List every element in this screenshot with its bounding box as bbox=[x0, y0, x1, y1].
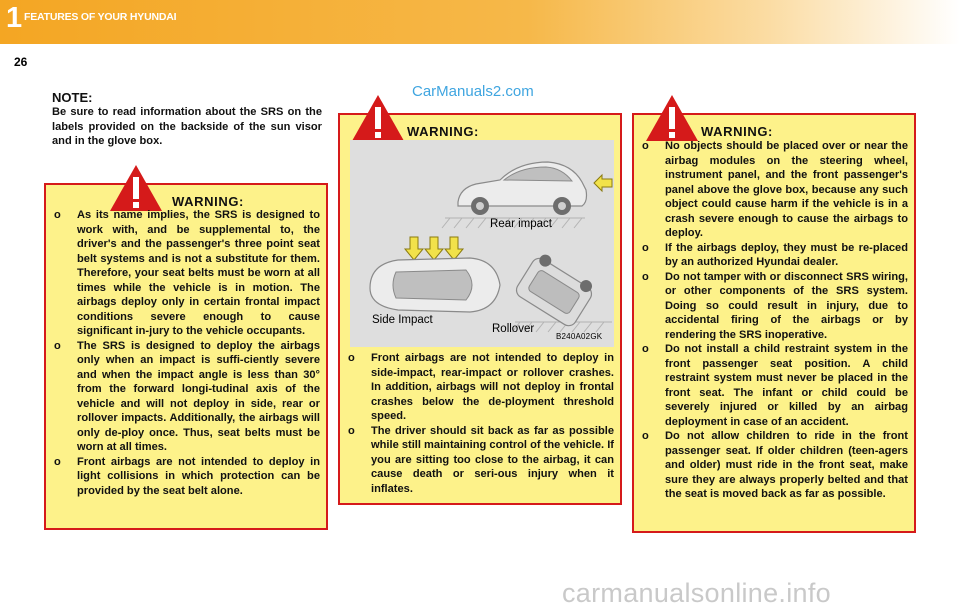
note-block bbox=[52, 90, 322, 149]
bullet: o bbox=[642, 343, 649, 355]
list-item bbox=[54, 339, 320, 455]
car-top-view-icon bbox=[370, 258, 500, 312]
bullet: o bbox=[642, 270, 649, 283]
chapter-title: FEATURES OF YOUR HYUNDAI bbox=[24, 11, 177, 23]
warning-list bbox=[54, 208, 320, 498]
list-item-text: Front airbags are not intended to deploy in light collisions in which protection can be provided by the seat belt alone. bbox=[77, 455, 320, 497]
bullet: o bbox=[348, 352, 355, 364]
list-item bbox=[642, 241, 908, 270]
list-item bbox=[54, 455, 320, 499]
warning-panel-right bbox=[632, 113, 916, 533]
warning-panel-middle bbox=[338, 113, 622, 505]
bullet: o bbox=[642, 241, 649, 254]
list-item bbox=[642, 429, 908, 502]
list-item bbox=[642, 342, 908, 429]
list-item-text: No objects should be placed over or near the airbag modules on the steering wheel, instrument panel, and the front passenger's panel above the glove box, because any such object could cause harm if the vehicle is in a crash severe enough to cause the airbags to deploy. bbox=[665, 140, 908, 239]
warning-list bbox=[642, 139, 908, 502]
warning-list bbox=[348, 351, 614, 496]
bullet: o bbox=[642, 430, 649, 442]
bullet: o bbox=[54, 339, 61, 352]
arrow-left-icon bbox=[594, 175, 612, 191]
caption-rollover: Rollover bbox=[492, 323, 535, 335]
list-item-text: Do not install a child restraint system in the front passenger seat position. A child restraint system must never be placed in the front seat. The infant or child could be severely injured or killed by an airbag deployment in case of an accident. bbox=[665, 343, 908, 428]
list-item bbox=[54, 208, 320, 339]
warning-title: WARNING: bbox=[701, 124, 773, 139]
note-title: NOTE: bbox=[52, 90, 93, 105]
bullet: o bbox=[54, 455, 61, 468]
list-item-text: Front airbags are not intended to deploy in side-impact, rear-impact or rollover crashes. In addition, airbags will not deploy in frontal crashes below the de-ployment threshold speed. bbox=[371, 352, 614, 422]
page-number: 26 bbox=[14, 55, 28, 69]
figure-code: B240A02GK bbox=[556, 332, 603, 341]
watermark-bottom: carmanualsonline.info bbox=[562, 578, 831, 608]
car-rollover-icon bbox=[514, 250, 598, 328]
warning-triangle-icon bbox=[350, 93, 406, 143]
list-item bbox=[348, 424, 614, 497]
warning-triangle-icon bbox=[644, 93, 700, 143]
note-body: Be sure to read information about the SRS on the labels provided on the backside of the sun visor and in the glove box. bbox=[52, 106, 322, 147]
warning-panel-left bbox=[44, 183, 328, 530]
bullet: o bbox=[642, 140, 649, 152]
warning-title: WARNING: bbox=[407, 124, 479, 139]
car-side-view-icon bbox=[458, 162, 587, 215]
bullet: o bbox=[348, 424, 355, 437]
list-item bbox=[642, 139, 908, 241]
list-item bbox=[642, 270, 908, 343]
list-item-text: The SRS is designed to deploy the airbags only when an impact is suffi-ciently severe and when the impact angle is less than 30° from the forward longi-tudinal axis of the vehicle and will not deploy in side, rear or rollover impacts. Additionally, the airbags will only de-ploy once. Thus, seat belts must be worn at all times. bbox=[77, 339, 320, 453]
list-item bbox=[348, 351, 614, 424]
watermark-top: CarManuals2.com bbox=[412, 83, 534, 100]
impact-illustration bbox=[350, 140, 614, 347]
warning-triangle-icon bbox=[108, 163, 164, 213]
list-item-text: As its name implies, the SRS is designed to work with, and be supplemental to, the driver's and the passenger's three point seat belt systems and is not a substitute for them. Therefore, your seat belts must be worn at all times while the vehicle is in motion. The airbags deploy only in certain frontal impact conditions severe enough to cause significant in-jury to the vehicle occupants. bbox=[77, 209, 320, 337]
bullet: o bbox=[54, 209, 61, 221]
caption-rear-impact: Rear impact bbox=[490, 218, 552, 230]
caption-side-impact: Side Impact bbox=[372, 314, 433, 326]
list-item-text: Do not tamper with or disconnect SRS wiring, or other components of the SRS system. Doing so could result in injury, due to accidental firing of the airbags or by rendering the SRS inoperative. bbox=[665, 270, 908, 341]
arrow-down-icons bbox=[405, 237, 463, 260]
warning-title: WARNING: bbox=[172, 194, 244, 209]
chapter-number: 1 bbox=[6, 2, 23, 34]
list-item-text: Do not allow children to ride in the front passenger seat. If older children (teen-agers and older) must ride in the front seat, make sure they are always properly belted and that the seat is moved back as far as possible. bbox=[665, 430, 908, 500]
list-item-text: The driver should sit back as far as possible while still maintaining control of the vehicle. If you are sitting too close to the airbag, it can cause death or seri-ous injury when it inflates. bbox=[371, 424, 614, 495]
list-item-text: If the airbags deploy, they must be re-placed by an authorized Hyundai dealer. bbox=[665, 241, 908, 268]
